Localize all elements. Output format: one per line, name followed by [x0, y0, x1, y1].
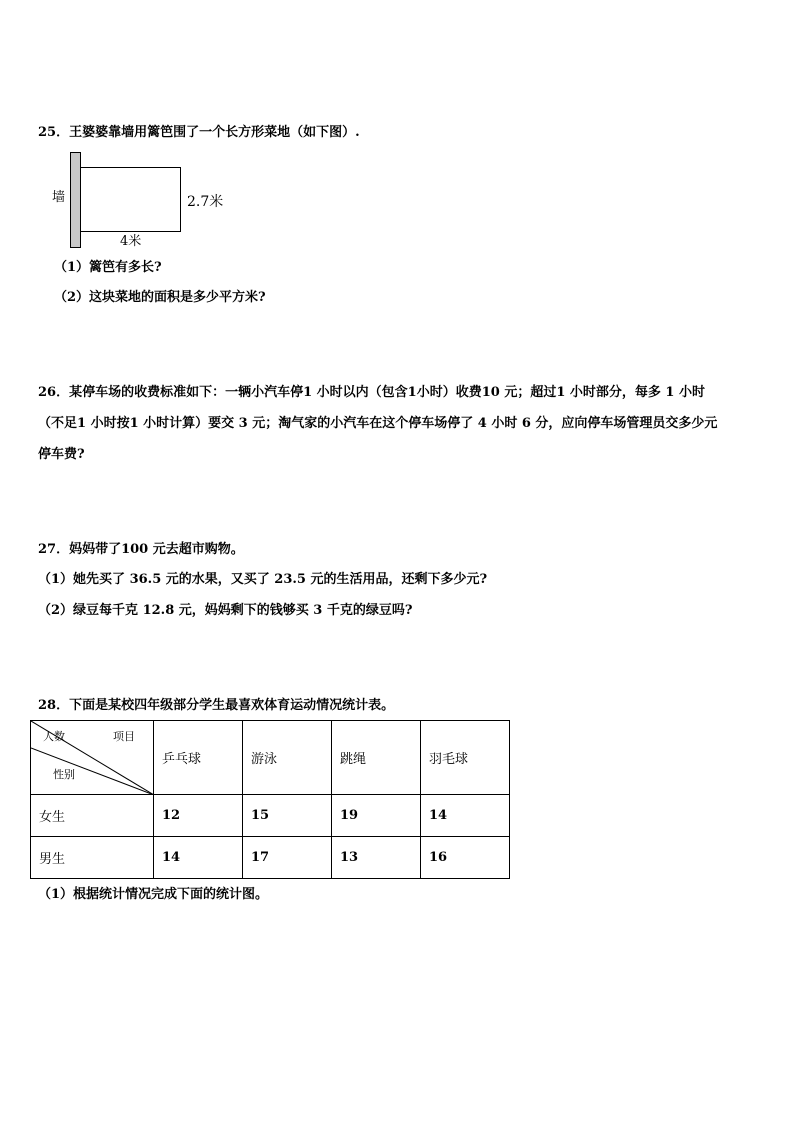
table-cell: 13 [332, 837, 421, 879]
q25-sub2: （2）这块菜地的面积是多少平方米? [54, 290, 266, 305]
table-row [31, 795, 510, 837]
table-cell: 14 [421, 795, 510, 837]
q26-line3: 停车费? [38, 447, 85, 462]
table-corner-cell [31, 721, 154, 795]
q27-text: 27．妈妈带了100 元去超市购物。 [38, 542, 244, 557]
side-length-label: 2.7米 [187, 194, 224, 210]
wall-bar [70, 152, 81, 248]
garden-rectangle [81, 167, 181, 232]
column-header: 羽毛球 [421, 721, 510, 795]
table-header-row [31, 721, 510, 795]
q25-sub1: （1）篱笆有多长? [54, 260, 162, 275]
column-header: 游泳 [243, 721, 332, 795]
q27-sub1: （1）她先买了 36.5 元的水果，又买了 23.5 元的生活用品，还剩下多少元? [38, 572, 488, 587]
q27-sub2: （2）绿豆每千克 12.8 元，妈妈剩下的钱够买 3 千克的绿豆吗? [38, 603, 413, 618]
bottom-length-label: 4米 [120, 234, 142, 249]
column-header: 乒乓球 [154, 721, 243, 795]
table-cell: 15 [243, 795, 332, 837]
column-header: 跳绳 [332, 721, 421, 795]
row-label: 男生 [31, 837, 154, 879]
q25-text: 25．王婆婆靠墙用篱笆围了一个长方形菜地（如下图）. [38, 125, 360, 140]
sports-stat-table [30, 720, 510, 879]
table-cell: 17 [243, 837, 332, 879]
q26-line2: （不足1 小时按1 小时计算）要交 3 元；淘气家的小汽车在这个停车场停了 4 小时 6 分，应向停车场管理员交多少元 [38, 416, 718, 431]
corner-gender-label: 性别 [53, 768, 75, 781]
table-cell: 19 [332, 795, 421, 837]
q28-sub1: （1）根据统计情况完成下面的统计图。 [38, 887, 269, 902]
corner-people-label: 人数 [43, 730, 65, 743]
q26-line1: 26．某停车场的收费标准如下：一辆小汽车停1 小时以内（包含1小时）收费10 元；超过1 小时部分，每多 1 小时 [38, 385, 705, 400]
corner-item-label: 项目 [113, 730, 135, 743]
table-cell: 16 [421, 837, 510, 879]
table-cell: 14 [154, 837, 243, 879]
row-label: 女生 [31, 795, 154, 837]
wall-label: 墙 [52, 190, 66, 205]
table-row [31, 837, 510, 879]
q28-text: 28．下面是某校四年级部分学生最喜欢体育运动情况统计表。 [38, 698, 395, 713]
table-cell: 12 [154, 795, 243, 837]
